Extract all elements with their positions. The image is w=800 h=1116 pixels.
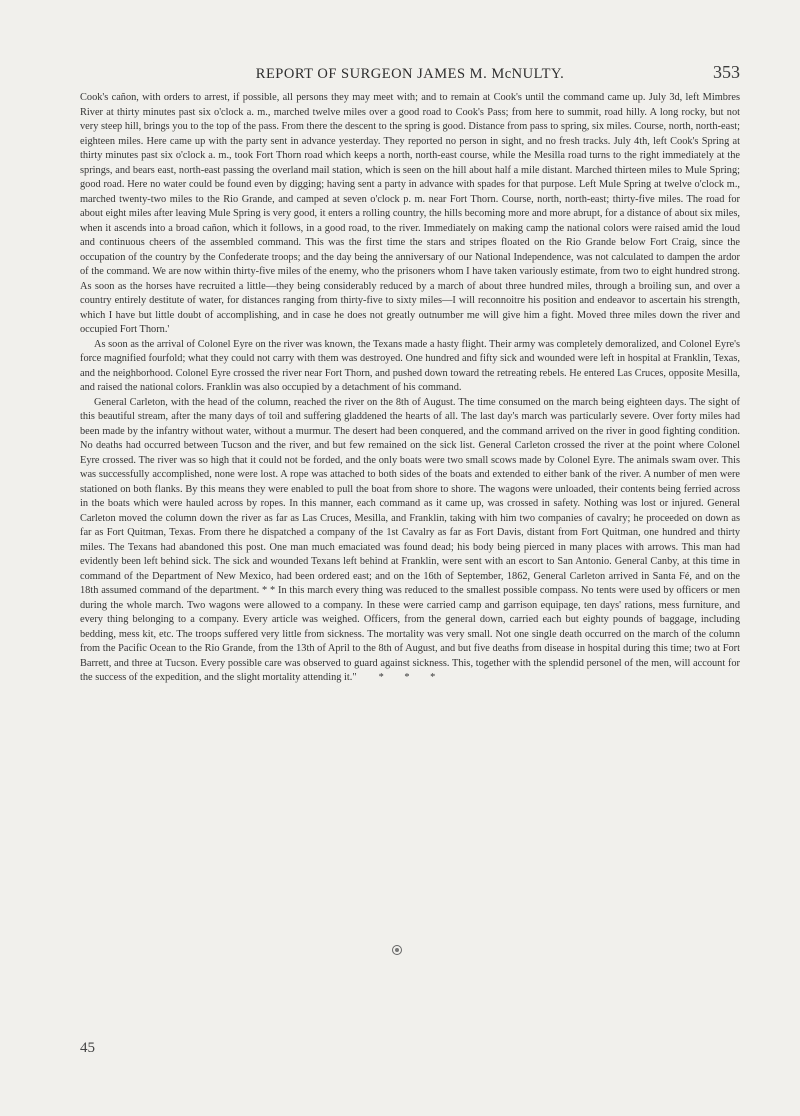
paragraph-1-text: Cook's cañon, with orders to arrest, if possible, all persons they may meet with; and to remain at Cook's until the command came up. July 3d, left Mimbres River at thirty minutes past six o'clock a. m., marched twelve miles over a good road to Cook's Pass; from here to summit, road hilly. A long rocky, but not very steep hill, brings you to the top of the pass. From there the descent to the spring is good. Distance from pass to spring, six miles. Course, north, north-east; eighteen miles. Here came up with the party sent in advance yesterday. They reported no person in sight, and no fresh tracks. July 4th, left Cook's Spring at thirty minutes past six o'clock a. m., took Fort Thorn road which keeps a north, north-east course, while the Mesilla road turns to the right immediately at the springs, and bears east, north-east passing the overland mail station, which is seen on the hill about half a mile distant. Marched thirteen miles to Mule Spring; good road. Here no water could be found even by digging; having sent a party in advance with spades for that purpose. Left Mule Spring at twelve o'clock m., marched twenty-two miles to the Rio Grande, and camped at seven o'clock p. m. near Fort Thorn. Course, north, north-east; thirty-five miles. The road for about eight miles after leaving Mule Spring is very good, it enters a rolling country, the hills becoming more and more abrupt, for a distance of about six miles, when it ascends into a broad cañon, which it follows, in a good road, to the river. Immediately on making camp the national colors were raised amid the loud and continuous cheers of the assembled command. This was the first time the stars and stripes floated on the Rio Grande below Fort Craig, since the occupation of the country by the Confederate troops; and the day being the anniversary of our National Independence, was not calculated to dampen the ardor of the command. We are now within thirty-five miles of the enemy, who the prisoners whom I have taken variously estimate, from two to eight hundred strong. As soon as the horses have recruited a little—they being considerably reduced by a march of about three hundred miles, through a broiling sun, and over a country entirely destitute of water, for distances ranging from thirty-five to sixty miles—I will reconnoitre his position and endeavor to ascertain his strength, which I have but little doubt of accomplishing, and in case he does not greatly outnumber me will give him a fight. Moved three miles down the river and occupied Fort Thorn.' bbox=[80, 92, 740, 335]
paragraph-3 bbox=[80, 396, 740, 686]
paragraph-2-text: As soon as the arrival of Colonel Eyre on the river was known, the Texans made a hasty flight. Their army was completely demoralized, and Colonel Eyre's force magnified fourfold; what they could not carry with them was destroyed. One hundred and fifty sick and wounded were left in hospital at Franklin, Texas, and the neighborhood. Colonel Eyre crossed the river near Fort Thorn, and pushed down toward the retreating rebels. He entered Las Cruces, opposite Mesilla, and raised the national colors. Franklin was also occupied by a detachment of his command. bbox=[80, 338, 740, 393]
page-number: 353 bbox=[713, 62, 740, 82]
paragraph-1 bbox=[80, 91, 740, 338]
closing-stars: * * * bbox=[378, 672, 445, 683]
paragraph-3-text: General Carleton, with the head of the column, reached the river on the 8th of August. The time consumed on the march being eighteen days. The sight of this beautiful stream, after the many days of toil and suffering gladdened the hearts of all. The last day's march was particularly severe. Over forty miles had been made by the infantry without water, without a murmur. The desert had been conquered, and the command arrived on the river in good fighting condition. No deaths had occurred between Tucson and the river, and but few remained on the sick list. General Carleton crossed the river at the point where Colonel Eyre crossed. The river was so high that it could not be forded, and the only boats were two small scows made by Colonel Eyre. The animals swam over. This was successfully accomplished, none were lost. A rope was attached to both sides of the boats and extended to either bank of the river. A number of men were stationed on both flanks. By this means they were enabled to pull the boat from shore to shore. The wagons were unloaded, their contents being ferried across in the boats which were hauled across by ropes. In this manner, each command as it came up, was crossed in safety. Nothing was lost or injured. General Carleton moved the column down the river as far as Las Cruces, Mesilla, and Franklin, taking with him two companies of cavalry; he proceeded on down as far as Fort Quitman, Texas. From there he dispatched a company of the 1st Cavalry as far as Fort Davis, distant from Fort Quitman, one hundred and thirty miles. The Texans had abandoned this post. One man much emaciated was found dead; his body being pierced in many places with arrows. This man had evidently been left behind sick. The sick and wounded Texans left behind at Franklin, were sent with an escort to San Antonio. General Canby, at this time in command of the Department of New Mexico, had been ordered east; and on the 16th of September, 1862, General Carleton arrived in Santa Fé, and on the 18th assumed command of the department. * * In this march every thing was reduced to the smallest possible compass. No tents were used by officers or men during the whole march. Two wagons were allowed to a company. In these were carried camp and garrison equipage, ten days' rations, mess furniture, and every thing belonging to a company. Every article was weighed. Officers, from the general down, carried each but eighty pounds of baggage, including bedding, mess kit, etc. The troops suffered very little from sickness. The mortality was very small. Not one single death occurred on the march of the column from the Pacific Ocean to the Rio Grande, from the 13th of April to the 8th of August, and but five deaths from disease in hospital during this time; two at Fort Barrett, and three at Tucson. Every possible care was observed to guard against sickness. This, together with the splendid personel of the men, will account for the success of the expedition, and the slight mortality attending it." bbox=[80, 396, 740, 683]
paragraph-2 bbox=[80, 338, 740, 396]
seal-icon bbox=[392, 945, 402, 955]
signature-mark: 45 bbox=[80, 1040, 95, 1056]
body-text bbox=[80, 91, 740, 686]
running-title: REPORT OF SURGEON JAMES M. McNULTY. bbox=[255, 66, 565, 82]
running-head bbox=[80, 62, 740, 86]
